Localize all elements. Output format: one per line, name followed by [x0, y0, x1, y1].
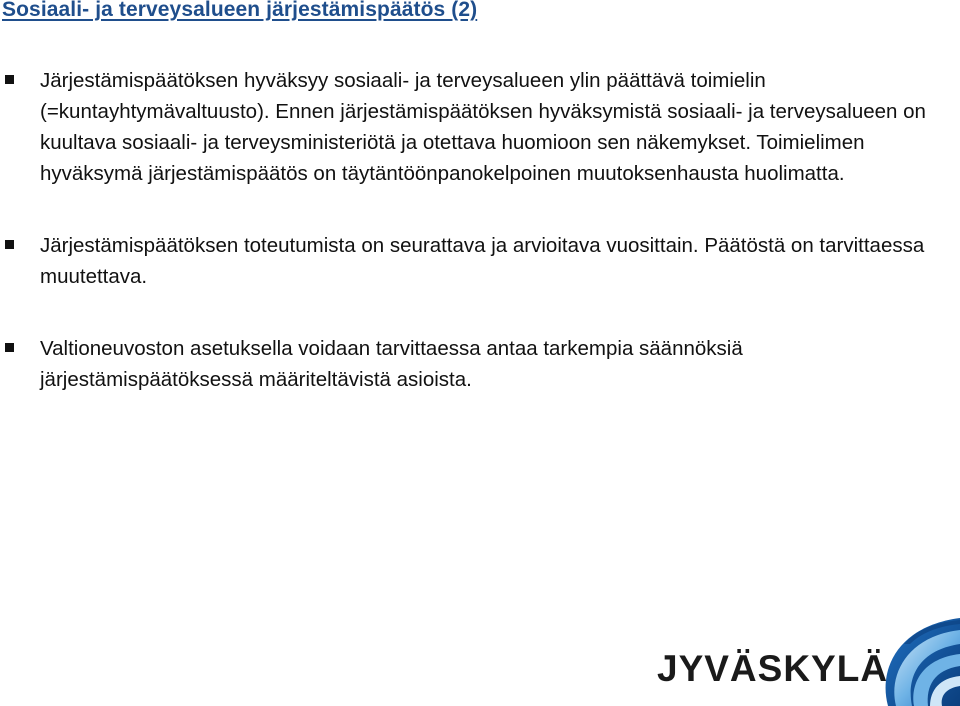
- square-bullet-icon: [5, 343, 14, 352]
- wave-logo-icon: [858, 614, 960, 706]
- bullet-text: Järjestämispäätöksen hyväksyy sosiaali- ja terveysalueen ylin päättävä toimielin (=kuntayhtymävaltuusto). Ennen järjestämispäätöksen hyväksymistä sosiaali- ja terveysalueen on kuultava sosiaali- ja terveysministeriötä ja otettava huomioon sen näkemykset. Toimielimen hyväksymä järjestämispäätös on täytäntöönpanokelpoinen muutoksenhausta huolimatta.: [40, 69, 926, 185]
- bullet-item: [0, 333, 930, 395]
- bullet-list: [0, 65, 930, 395]
- bullet-text: Valtioneuvoston asetuksella voidaan tarvittaessa antaa tarkempia säännöksiä järjestämispäätöksessä määriteltävistä asioista.: [40, 337, 743, 391]
- square-bullet-icon: [5, 75, 14, 84]
- logo-text: JYVÄSKYLÄ: [657, 648, 889, 689]
- bullet-text: Järjestämispäätöksen toteutumista on seurattava ja arvioitava vuosittain. Päätöstä on tarvittaessa muutettava.: [40, 234, 925, 288]
- slide-title: Sosiaali- ja terveysalueen järjestämispäätös (2): [2, 0, 478, 21]
- bullet-item: [0, 65, 930, 189]
- square-bullet-icon: [5, 240, 14, 249]
- jyvaskyla-logo: [652, 614, 960, 706]
- bullet-item: [0, 230, 930, 292]
